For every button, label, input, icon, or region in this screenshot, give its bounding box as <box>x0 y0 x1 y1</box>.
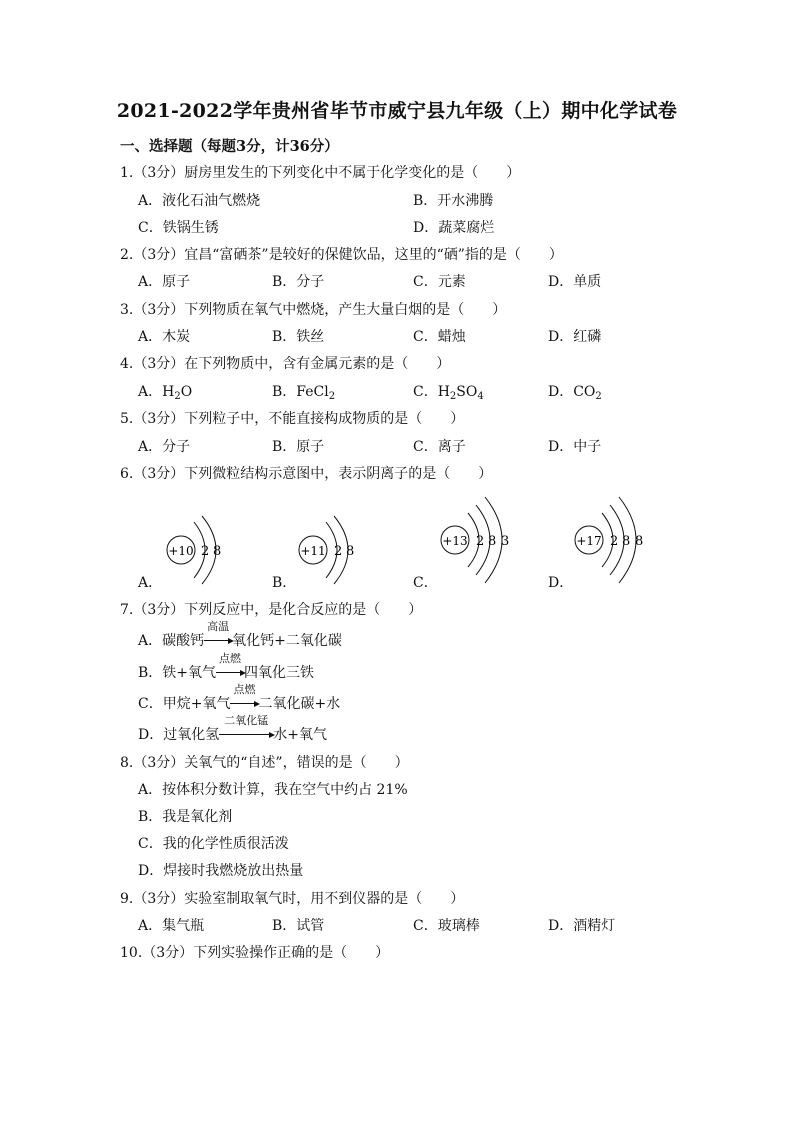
products: 水+氧气 <box>273 727 327 743</box>
q9-option-d[interactable]: D．酒精灯 <box>548 918 616 934</box>
q4-option-a[interactable] <box>138 381 192 401</box>
shell-electrons: 2 <box>201 544 210 559</box>
q5-option-a[interactable]: A．分子 <box>138 439 191 455</box>
shell-electrons: 8 <box>635 534 644 549</box>
reaction-condition: 点燃 <box>219 652 242 665</box>
q9-option-b[interactable]: B．试管 <box>272 918 325 934</box>
page-title: 2021-2022学年贵州省毕节市威宁县九年级（上）期中化学试卷 <box>116 100 678 122</box>
reactants: 铁+氧气 <box>162 665 217 681</box>
reaction-arrow <box>204 620 232 645</box>
question-7: 7.（3分）下列反应中，是化合反应的是（ ） <box>120 602 423 618</box>
question-6: 6.（3分）下列微粒结构示意图中，表示阴离子的是（ ） <box>120 466 493 482</box>
reaction-label: C． <box>138 696 163 712</box>
q3-option-b[interactable]: B．铁丝 <box>272 329 325 345</box>
nucleus-charge: +13 <box>442 534 468 548</box>
question-8: 8.（3分）关氧气的“自述”，错误的是（ ） <box>120 755 409 771</box>
section-heading: 一、选择题（每题3分，计36分） <box>120 138 339 155</box>
question-2: 2.（3分）宜昌“富硒茶”是较好的保健饮品，这里的“硒”指的是（ ） <box>120 247 563 263</box>
shell-electrons: 2 <box>476 534 485 549</box>
reaction-condition: 点燃 <box>233 683 256 696</box>
q7-option-b[interactable] <box>138 652 315 682</box>
atom-diagram-d[interactable] <box>575 497 643 583</box>
reactants: 碳酸钙 <box>162 633 205 649</box>
atom-diagram-a[interactable] <box>167 516 221 584</box>
q6-option-d[interactable]: D． <box>548 575 574 591</box>
q8-option-d[interactable]: D．焊接时我燃烧放出热量 <box>138 863 304 879</box>
reaction-arrow <box>216 652 244 677</box>
question-10: 10.（3分）下列实验操作正确的是（ ） <box>120 945 390 961</box>
reaction-arrow <box>230 683 258 708</box>
q7-option-d[interactable] <box>138 714 327 744</box>
reaction-label: D． <box>138 727 164 743</box>
q3-option-c[interactable]: C．蜡烛 <box>413 329 466 345</box>
q4-c-tail: SO <box>456 384 478 400</box>
question-3: 3.（3分）下列物质在氧气中燃烧，产生大量白烟的是（ ） <box>120 302 507 318</box>
atom-diagrams <box>0 485 794 585</box>
reaction-arrow <box>219 714 273 739</box>
q6-option-b[interactable]: B． <box>272 575 297 591</box>
q4-option-c[interactable] <box>413 381 484 401</box>
shell-electrons: 8 <box>213 544 222 559</box>
q9-option-a[interactable]: A．集气瓶 <box>138 918 205 934</box>
q4-option-b[interactable] <box>272 381 335 401</box>
q8-option-b[interactable]: B．我是氧化剂 <box>138 809 233 825</box>
q4-option-d[interactable] <box>548 381 602 401</box>
question-1: 1.（3分）厨房里发生的下列变化中不属于化学变化的是（ ） <box>120 165 521 181</box>
question-4: 4.（3分）在下列物质中，含有金属元素的是（ ） <box>120 356 451 372</box>
q4-c-sub1: 2 <box>449 391 457 402</box>
reaction-condition: 高温 <box>207 620 230 633</box>
shell-electrons: 8 <box>488 534 497 549</box>
nucleus-charge: +11 <box>300 544 326 558</box>
q2-option-a[interactable]: A．原子 <box>138 274 191 290</box>
q6-option-c[interactable]: C． <box>413 575 438 591</box>
reaction-condition: 二氧化锰 <box>224 714 269 727</box>
q2-option-c[interactable]: C．元素 <box>413 274 466 290</box>
q3-option-d[interactable]: D．红磷 <box>548 329 602 345</box>
q1-option-b[interactable]: B．开水沸腾 <box>413 193 494 209</box>
question-9: 9.（3分）实验室制取氧气时，用不到仪器的是（ ） <box>120 891 465 907</box>
q5-option-d[interactable]: D．中子 <box>548 439 602 455</box>
q1-option-a[interactable]: A．液化石油气燃烧 <box>138 193 261 209</box>
q3-option-a[interactable]: A．木炭 <box>138 329 191 345</box>
products: 氧化钙+二氧化碳 <box>232 633 342 649</box>
q9-option-c[interactable]: C．玻璃棒 <box>413 918 480 934</box>
q5-option-b[interactable]: B．原子 <box>272 439 325 455</box>
q6-option-a[interactable]: A． <box>138 575 163 591</box>
atom-diagram-b[interactable] <box>299 516 354 584</box>
shell-electrons: 2 <box>334 544 343 559</box>
q4-a-tail: O <box>180 384 193 400</box>
nucleus-charge: +17 <box>576 534 602 548</box>
shell-electrons: 3 <box>501 534 510 549</box>
q4-d-text: D．CO <box>548 384 596 400</box>
q4-a-text: A．H <box>138 384 175 400</box>
q8-option-c[interactable]: C．我的化学性质很活泼 <box>138 836 289 852</box>
question-5: 5.（3分）下列粒子中，不能直接构成物质的是（ ） <box>120 411 465 427</box>
q1-option-d[interactable]: D．蔬菜腐烂 <box>413 220 495 236</box>
shell-electrons: 2 <box>610 534 619 549</box>
nucleus-charge: +10 <box>168 544 194 558</box>
reaction-label: A． <box>138 633 163 649</box>
q2-option-d[interactable]: D．单质 <box>548 274 602 290</box>
shell-electrons: 8 <box>622 534 631 549</box>
reactants: 甲烷+氧气 <box>162 696 231 712</box>
reaction-label: B． <box>138 665 163 681</box>
q4-c-text: C．H <box>413 384 450 400</box>
q5-option-c[interactable]: C．离子 <box>413 439 466 455</box>
products: 四氧化三铁 <box>244 665 315 681</box>
q4-b-sub: 2 <box>328 391 336 402</box>
q4-d-sub: 2 <box>595 391 602 402</box>
q4-a-sub: 2 <box>174 391 181 402</box>
reactants: 过氧化氢 <box>163 727 220 743</box>
q2-option-b[interactable]: B．分子 <box>272 274 325 290</box>
q8-option-a[interactable]: A．按体积分数计算，我在空气中约占 21% <box>138 782 408 798</box>
q1-option-c[interactable]: C．铁锅生锈 <box>138 220 219 236</box>
q4-c-sub2: 4 <box>477 391 484 402</box>
q7-option-a[interactable] <box>138 620 342 650</box>
products: 二氧化碳+水 <box>258 696 341 712</box>
q7-option-c[interactable] <box>138 683 341 713</box>
atom-diagram-c[interactable] <box>441 497 509 583</box>
q4-b-text: B．FeCl <box>272 384 329 400</box>
shell-electrons: 8 <box>346 544 355 559</box>
